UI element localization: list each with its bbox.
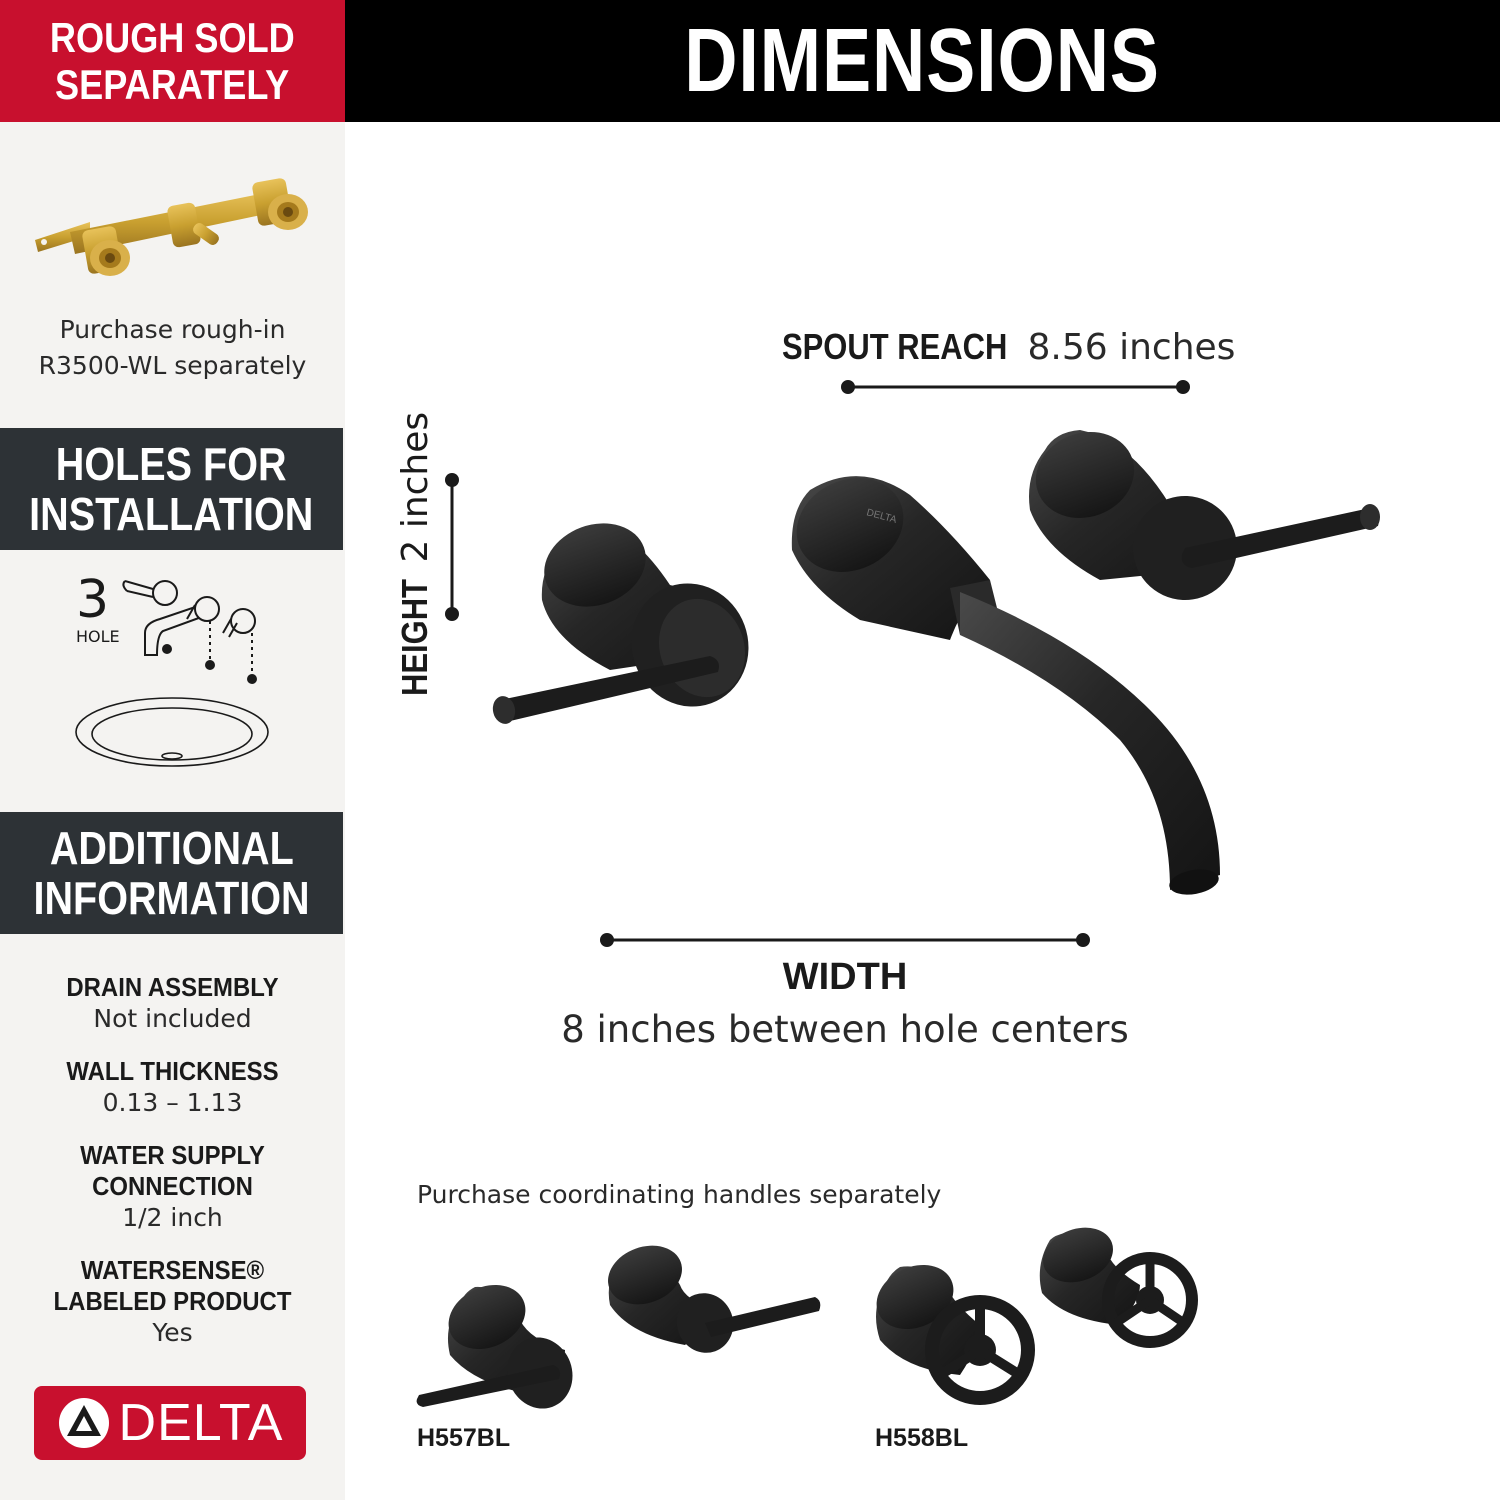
hole-count-label: HOLE: [76, 627, 120, 646]
left-handle: [490, 510, 765, 726]
holes-title-line2: INSTALLATION: [29, 488, 314, 540]
info-label: DRAIN ASSEMBLY: [66, 972, 279, 1002]
height-title: HEIGHT: [394, 579, 435, 696]
right-handle: [1024, 418, 1380, 614]
rough-banner-line2: SEPARATELY: [55, 61, 290, 108]
spout-brand-mark: DELTA: [865, 507, 898, 526]
lever-handle-right: [600, 1236, 821, 1361]
info-value: 0.13 – 1.13: [102, 1088, 243, 1117]
info-value: Not included: [93, 1004, 252, 1033]
info-item-drain-assembly: [0, 972, 345, 1034]
h558bl-handles-image: [870, 1225, 1200, 1415]
left-sidebar: [0, 0, 345, 1500]
model-label-h557bl: H557BL: [417, 1424, 511, 1452]
hole-count: 3: [76, 570, 110, 630]
info-value: 1/2 inch: [122, 1203, 223, 1232]
info-label: LABELED PRODUCT: [53, 1286, 292, 1316]
delta-logo-text: DELTA: [118, 1394, 284, 1452]
sink-basin-icon: [74, 696, 270, 768]
spout-reach-title: SPOUT REACH: [782, 326, 1008, 367]
dimensions-header: [345, 0, 1500, 122]
info-item-watersense: [0, 1255, 345, 1348]
h557bl-handles-image: [415, 1245, 825, 1415]
three-hole-faucet-icon: [115, 575, 275, 690]
rough-in-caption-line2: R3500-WL separately: [38, 351, 307, 380]
info-item-water-supply: [0, 1140, 345, 1233]
info-item-wall-thickness: [0, 1056, 345, 1118]
info-title-line2: INFORMATION: [33, 872, 310, 924]
info-label: CONNECTION: [92, 1171, 253, 1201]
height-value: 2 inches: [395, 411, 436, 563]
width-value: 8 inches between hole centers: [561, 1008, 1129, 1051]
height-label: [395, 400, 435, 700]
rough-in-caption-line1: Purchase rough-in: [59, 315, 286, 344]
wheel-handle-left: [866, 1253, 1028, 1398]
height-dimension-line: [442, 472, 462, 622]
info-title-line1: ADDITIONAL: [49, 822, 294, 874]
rough-in-valve-image: [30, 170, 315, 295]
info-label: WALL THICKNESS: [66, 1056, 279, 1086]
additional-information-header: [0, 812, 343, 934]
spout-reach-label: [782, 326, 1235, 368]
spout-reach-value: 8.56 inches: [1027, 327, 1236, 368]
wheel-handle-right: [1035, 1218, 1192, 1342]
width-title: WIDTH: [782, 956, 908, 998]
delta-triangle-icon: [57, 1396, 111, 1450]
faucet-illustration: [480, 420, 1400, 910]
page-title: DIMENSIONS: [684, 10, 1161, 111]
info-value: Yes: [152, 1318, 193, 1347]
delta-logo: [34, 1386, 306, 1460]
model-label-h558bl: H558BL: [875, 1424, 969, 1452]
rough-sold-separately-banner: [0, 0, 345, 122]
lever-handle-left: [417, 1273, 583, 1418]
rough-banner-line1: ROUGH SOLD: [50, 14, 295, 61]
handles-caption: Purchase coordinating handles separately: [417, 1180, 942, 1209]
holes-for-installation-header: [0, 428, 343, 550]
rough-in-caption: [0, 312, 345, 384]
spout-reach-dimension-line: [840, 378, 1192, 396]
holes-title-line1: HOLES FOR: [56, 438, 287, 490]
width-dimension-line: [598, 930, 1092, 950]
info-label: WATER SUPPLY: [80, 1140, 265, 1170]
info-label: WATERSENSE®: [80, 1255, 265, 1285]
